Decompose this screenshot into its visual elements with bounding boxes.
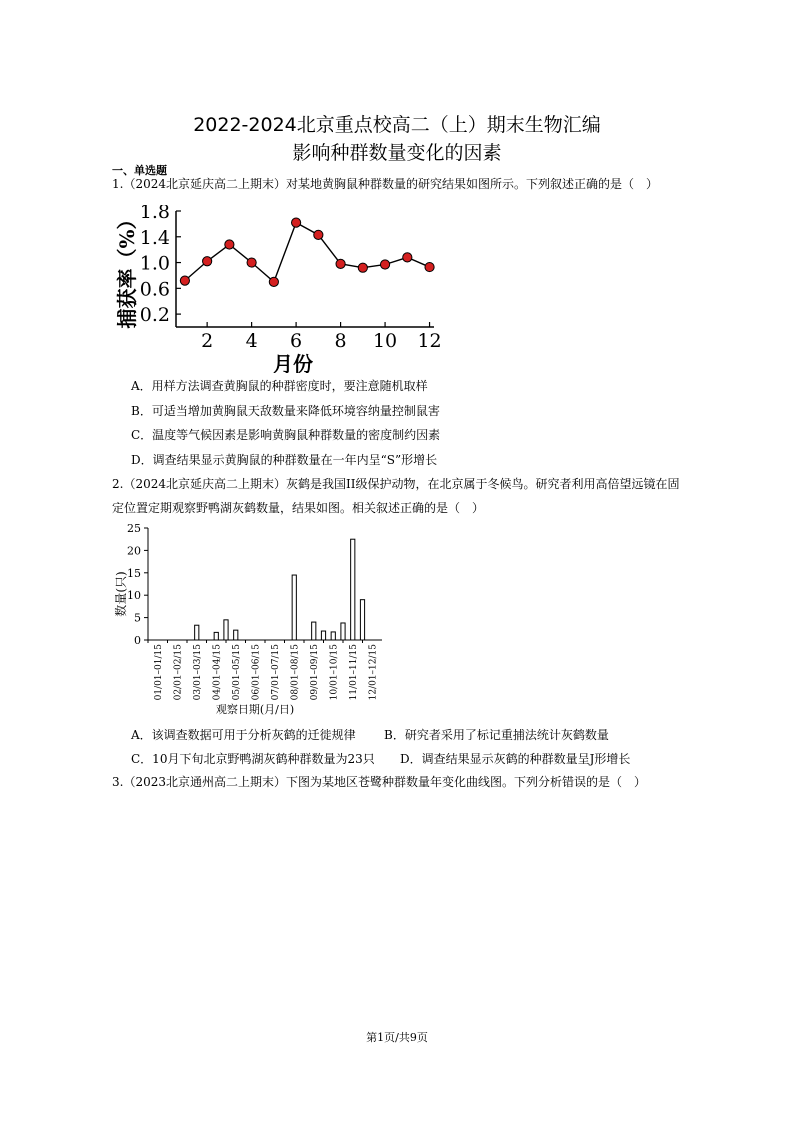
x-axis-title: 月份: [273, 352, 313, 373]
x-tick-label: 08/01–08/15: [290, 644, 301, 701]
data-point: [336, 259, 345, 268]
document-subtitle: 影响种群数量变化的因素: [292, 142, 502, 164]
q2-option-d: D．调查结果显示灰鹤的种群数量呈J形增长: [400, 752, 631, 766]
x-axis-title: 观察日期(月/日): [215, 703, 295, 716]
x-tick-label: 05/01–05/15: [231, 644, 242, 701]
bar: [341, 623, 345, 640]
bar: [331, 632, 335, 640]
x-tick-label: 8: [334, 330, 347, 352]
series-line: [185, 223, 430, 282]
bar: [214, 632, 218, 640]
bar-chart-crane-count: [112, 520, 402, 720]
y-tick-label: 1.0: [139, 252, 170, 275]
bar: [234, 630, 238, 640]
bar: [224, 620, 228, 640]
bar: [360, 600, 364, 640]
bar: [292, 575, 296, 640]
data-point: [203, 257, 212, 266]
question-2-stem-line2: 定位置定期观察野鸭湖灰鹤数量，结果如图。相关叙述正确的是（ ）: [112, 501, 485, 515]
data-point: [314, 230, 323, 239]
y-tick-label: 5: [134, 611, 141, 625]
x-tick-label: 07/01–07/15: [270, 644, 281, 701]
bar: [321, 631, 325, 640]
x-tick-label: 6: [290, 330, 303, 352]
x-tick-label: 11/01–11/15: [348, 644, 359, 701]
x-tick-label: 12/01–12/15: [368, 644, 379, 701]
section-heading: 一、单选题: [112, 164, 167, 177]
data-point: [292, 218, 301, 227]
page-footer: 第1页/共9页: [366, 1031, 428, 1044]
x-tick-label: 4: [245, 330, 258, 352]
document-title: 2022-2024北京重点校高二（上）期末生物汇编: [193, 114, 601, 136]
y-tick-label: 25: [127, 522, 141, 535]
y-tick-label: 1.8: [139, 205, 170, 223]
y-tick-label: 15: [127, 566, 141, 580]
x-tick-label: 2: [201, 330, 214, 352]
data-point: [180, 276, 189, 285]
q2-option-a: A．该调查数据可用于分析灰鹤的迁徙规律: [131, 728, 356, 742]
data-point: [269, 277, 278, 286]
question-3-stem: 3.（2023北京通州高二上期末）下图为某地区苍鹭种群数量年变化曲线图。下列分析错误的是（ ）: [112, 775, 646, 789]
data-point: [403, 253, 412, 262]
y-tick-label: 0: [134, 634, 141, 647]
y-tick-label: 1.4: [139, 226, 170, 249]
bar: [312, 622, 316, 640]
x-tick-label: 02/01–02/15: [173, 644, 184, 701]
x-tick-label: 12: [417, 330, 442, 352]
data-point: [358, 263, 367, 272]
q1-option-a: A．用样方法调查黄胸鼠的种群密度时，要注意随机取样: [131, 379, 428, 393]
q1-option-b: B．可适当增加黄胸鼠天敌数量来降低环境容纳量控制鼠害: [131, 404, 440, 418]
y-tick-label: 0.2: [139, 304, 170, 327]
x-tick-label: 03/01–03/15: [192, 644, 203, 701]
q1-option-d: D．调查结果显示黄胸鼠的种群数量在一年内呈“S”形增长: [131, 453, 438, 467]
bar: [195, 625, 199, 640]
x-tick-label: 01/01–01/15: [153, 644, 164, 701]
x-tick-label: 10: [372, 330, 398, 352]
data-point: [247, 258, 256, 267]
data-point: [425, 262, 434, 271]
q1-option-c: C．温度等气候因素是影响黄胸鼠种群数量的密度制约因素: [131, 428, 441, 442]
question-1-stem: 1.（2024北京延庆高二上期末）对某地黄胸鼠种群数量的研究结果如图所示。下列叙述正确的是（ ）: [112, 177, 658, 191]
x-tick-label: 06/01–06/15: [251, 644, 262, 701]
data-point: [225, 240, 234, 249]
y-axis-title: 数量(只): [114, 571, 128, 617]
q2-option-c: C．10月下旬北京野鸭湖灰鹤种群数量为23只: [131, 752, 375, 766]
x-tick-label: 10/01–10/15: [329, 644, 340, 701]
line-chart-capture-rate: [112, 205, 452, 373]
y-tick-label: 20: [127, 544, 141, 558]
bar: [351, 539, 355, 640]
y-tick-label: 0.6: [139, 278, 170, 301]
question-2-stem-line1: 2.（2024北京延庆高二上期末）灰鹤是我国II级保护动物，在北京属于冬候鸟。研究者利用高倍望远镜在固: [112, 477, 680, 491]
data-point: [380, 260, 389, 269]
x-tick-label: 04/01–04/15: [212, 644, 223, 701]
y-tick-label: 10: [127, 589, 141, 603]
x-tick-label: 09/01–09/15: [309, 644, 320, 701]
q2-option-b: B．研究者采用了标记重捕法统计灰鹤数量: [384, 728, 609, 742]
y-axis-title: 捕获率（%）: [115, 209, 139, 329]
